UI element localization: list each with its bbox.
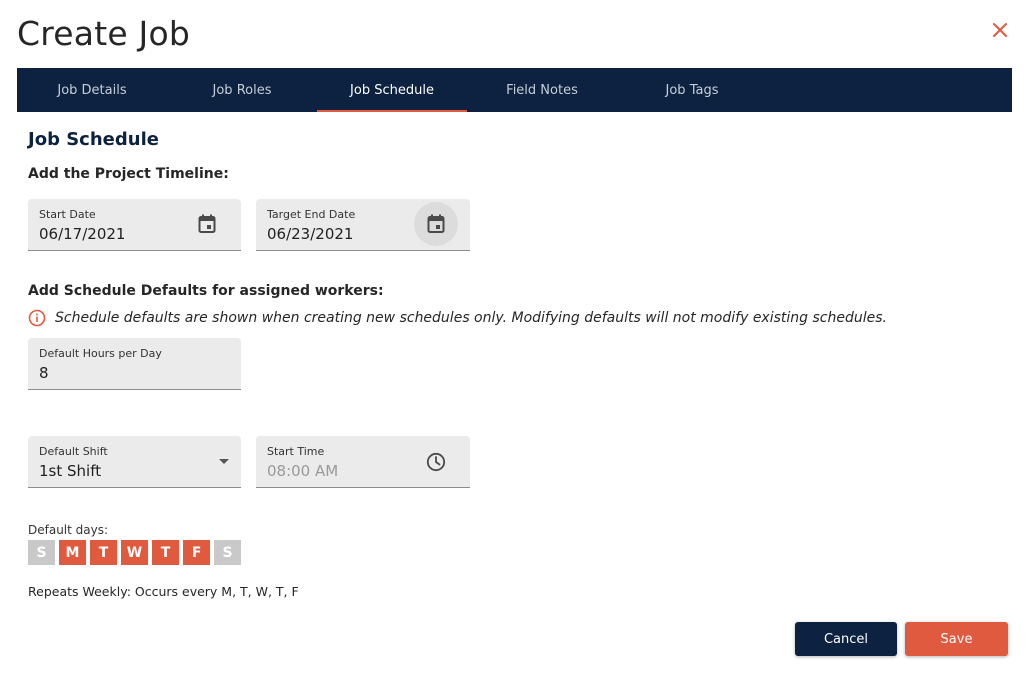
day-toggle-tuesday[interactable]: T <box>90 540 117 565</box>
end-date-value: 06/23/2021 <box>267 225 354 243</box>
info-notice <box>28 309 887 327</box>
timeline-heading: Add the Project Timeline: <box>28 166 229 182</box>
day-toggle-wednesday[interactable]: W <box>121 540 148 565</box>
start-time-label: Start Time <box>267 445 325 458</box>
dropdown-arrow-icon <box>214 452 234 472</box>
section-title: Job Schedule <box>28 129 159 150</box>
dialog-title: Create Job <box>17 14 191 53</box>
repeat-summary: Repeats Weekly: Occurs every M, T, W, T, F <box>28 584 299 599</box>
hours-value: 8 <box>39 364 49 382</box>
info-icon <box>28 309 46 327</box>
day-toggle-friday[interactable]: F <box>183 540 210 565</box>
day-selector <box>28 540 241 565</box>
hours-label: Default Hours per Day <box>39 347 162 360</box>
start-date-label: Start Date <box>39 208 96 221</box>
tab-job-details[interactable]: Job Details <box>57 82 127 98</box>
day-toggle-sunday[interactable]: S <box>28 540 55 565</box>
shift-value: 1st Shift <box>39 462 102 480</box>
day-toggle-saturday[interactable]: S <box>214 540 241 565</box>
default-days-label: Default days: <box>28 523 109 537</box>
tab-job-roles[interactable]: Job Roles <box>212 82 272 98</box>
start-date-value: 06/17/2021 <box>39 225 126 243</box>
start-date-field[interactable] <box>28 199 241 251</box>
close-button[interactable] <box>986 16 1014 44</box>
hours-per-day-field[interactable] <box>28 338 241 390</box>
tab-field-notes[interactable]: Field Notes <box>506 82 578 98</box>
day-toggle-thursday[interactable]: T <box>152 540 179 565</box>
start-time-field[interactable] <box>256 436 470 488</box>
calendar-icon[interactable] <box>197 214 217 234</box>
tab-job-schedule[interactable]: Job Schedule <box>317 68 467 112</box>
tab-job-tags[interactable]: Job Tags <box>665 82 719 98</box>
clock-icon[interactable] <box>426 452 446 472</box>
start-time-placeholder: 08:00 AM <box>267 462 339 480</box>
end-date-field[interactable] <box>256 199 470 251</box>
calendar-icon[interactable] <box>426 214 446 234</box>
tab-bar <box>17 68 1012 112</box>
cancel-button[interactable]: Cancel <box>795 622 897 656</box>
save-button[interactable]: Save <box>905 622 1008 656</box>
end-date-label: Target End Date <box>267 208 356 221</box>
shift-label: Default Shift <box>39 445 108 458</box>
day-toggle-monday[interactable]: M <box>59 540 86 565</box>
defaults-heading: Add Schedule Defaults for assigned workers: <box>28 283 384 299</box>
info-text: Schedule defaults are shown when creating new schedules only. Modifying defaults will not modify existing schedules. <box>55 310 887 326</box>
close-icon <box>992 22 1008 38</box>
default-shift-select[interactable] <box>28 436 241 488</box>
